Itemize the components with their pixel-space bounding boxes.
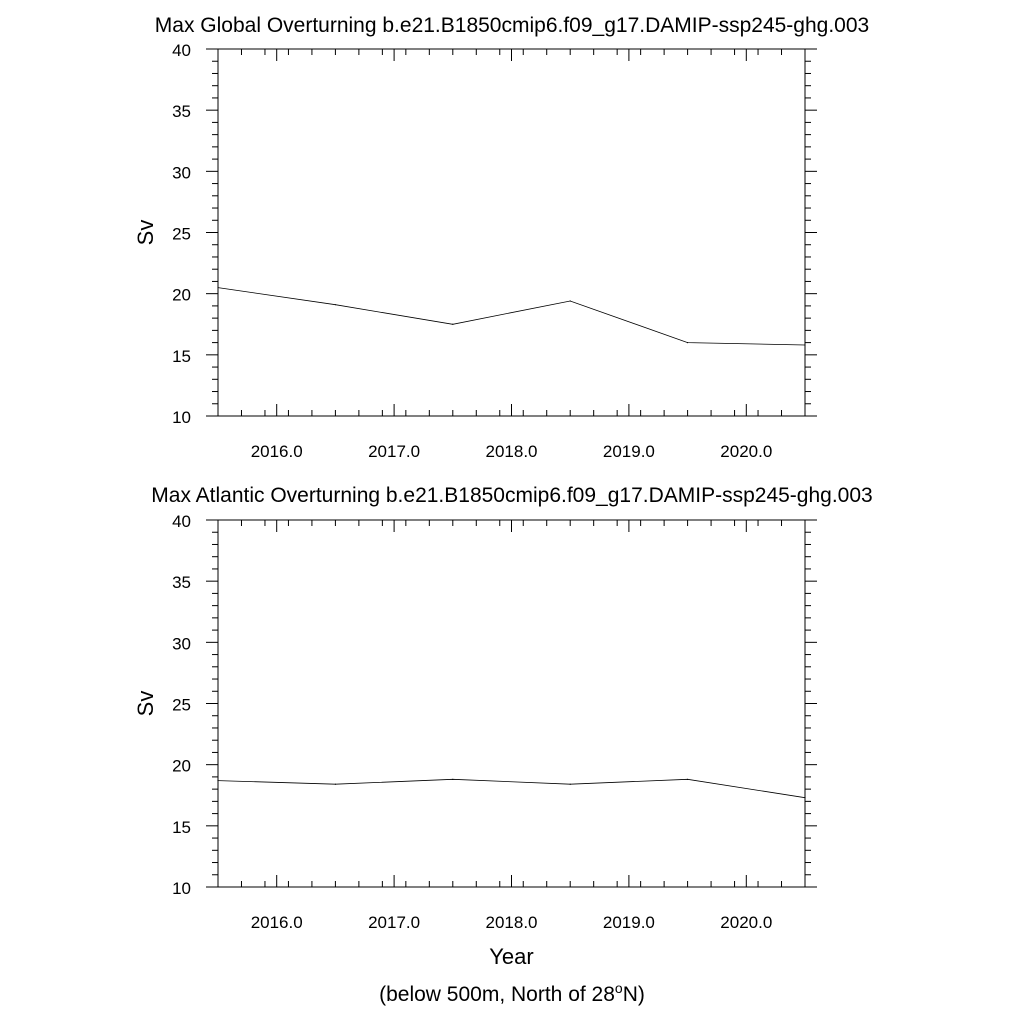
y-tick-label: 30 bbox=[172, 634, 191, 654]
y-tick-label: 30 bbox=[172, 163, 191, 183]
data-point bbox=[804, 344, 805, 345]
chart-title: Max Atlantic Overturning b.e21.B1850cmip6.f09_g17.DAMIP-ssp245-ghg.003 bbox=[151, 484, 873, 507]
data-point bbox=[217, 287, 218, 288]
x-tick-label: 2018.0 bbox=[485, 913, 538, 932]
atlantic-overturning-panel bbox=[133, 484, 873, 969]
y-tick-label: 40 bbox=[172, 512, 191, 531]
plot-frame bbox=[218, 49, 805, 416]
global-overturning-panel bbox=[133, 14, 869, 461]
y-tick-label: 40 bbox=[172, 41, 191, 60]
plot-frame bbox=[218, 520, 805, 887]
data-point bbox=[570, 784, 571, 785]
footnote bbox=[0, 980, 1024, 1007]
data-point bbox=[687, 342, 688, 343]
data-point bbox=[452, 324, 453, 325]
x-tick-label: 2017.0 bbox=[368, 913, 421, 932]
y-tick-label: 35 bbox=[172, 573, 191, 593]
y-tick-label: 20 bbox=[172, 285, 191, 305]
x-tick-label: 2016.0 bbox=[250, 442, 303, 461]
x-tick-label: 2018.0 bbox=[485, 442, 538, 461]
x-tick-label: 2017.0 bbox=[368, 442, 421, 461]
y-tick-label: 20 bbox=[172, 756, 191, 776]
y-tick-label: 35 bbox=[172, 102, 191, 122]
x-tick-label: 2016.0 bbox=[250, 913, 303, 932]
x-tick-label: 2019.0 bbox=[602, 442, 655, 461]
y-tick-label: 25 bbox=[172, 224, 191, 244]
x-tick-label: 2019.0 bbox=[602, 913, 655, 932]
data-point bbox=[217, 780, 218, 781]
footnote-suffix: N) bbox=[622, 983, 645, 1006]
y-tick-label: 25 bbox=[172, 695, 191, 715]
series-line bbox=[218, 779, 805, 797]
footnote-degree-symbol: o bbox=[614, 980, 623, 996]
y-axis-label: Sv bbox=[133, 690, 158, 717]
data-point bbox=[335, 304, 336, 305]
y-axis-label: Sv bbox=[133, 219, 158, 246]
data-point bbox=[804, 797, 805, 798]
y-tick-label: 15 bbox=[172, 346, 191, 366]
x-axis-label: Year bbox=[489, 944, 534, 969]
data-point bbox=[687, 779, 688, 780]
series-line bbox=[218, 288, 805, 345]
data-point bbox=[452, 779, 453, 780]
x-tick-label: 2020.0 bbox=[720, 913, 773, 932]
data-point bbox=[570, 300, 571, 301]
y-tick-label: 15 bbox=[172, 817, 191, 837]
footnote-prefix: (below 500m, North of 28 bbox=[379, 983, 615, 1006]
y-tick-label: 10 bbox=[172, 879, 191, 898]
chart-title: Max Global Overturning b.e21.B1850cmip6.f09_g17.DAMIP-ssp245-ghg.003 bbox=[154, 14, 870, 37]
x-tick-label: 2020.0 bbox=[720, 442, 773, 461]
y-tick-label: 10 bbox=[172, 408, 191, 427]
data-point bbox=[335, 784, 336, 785]
